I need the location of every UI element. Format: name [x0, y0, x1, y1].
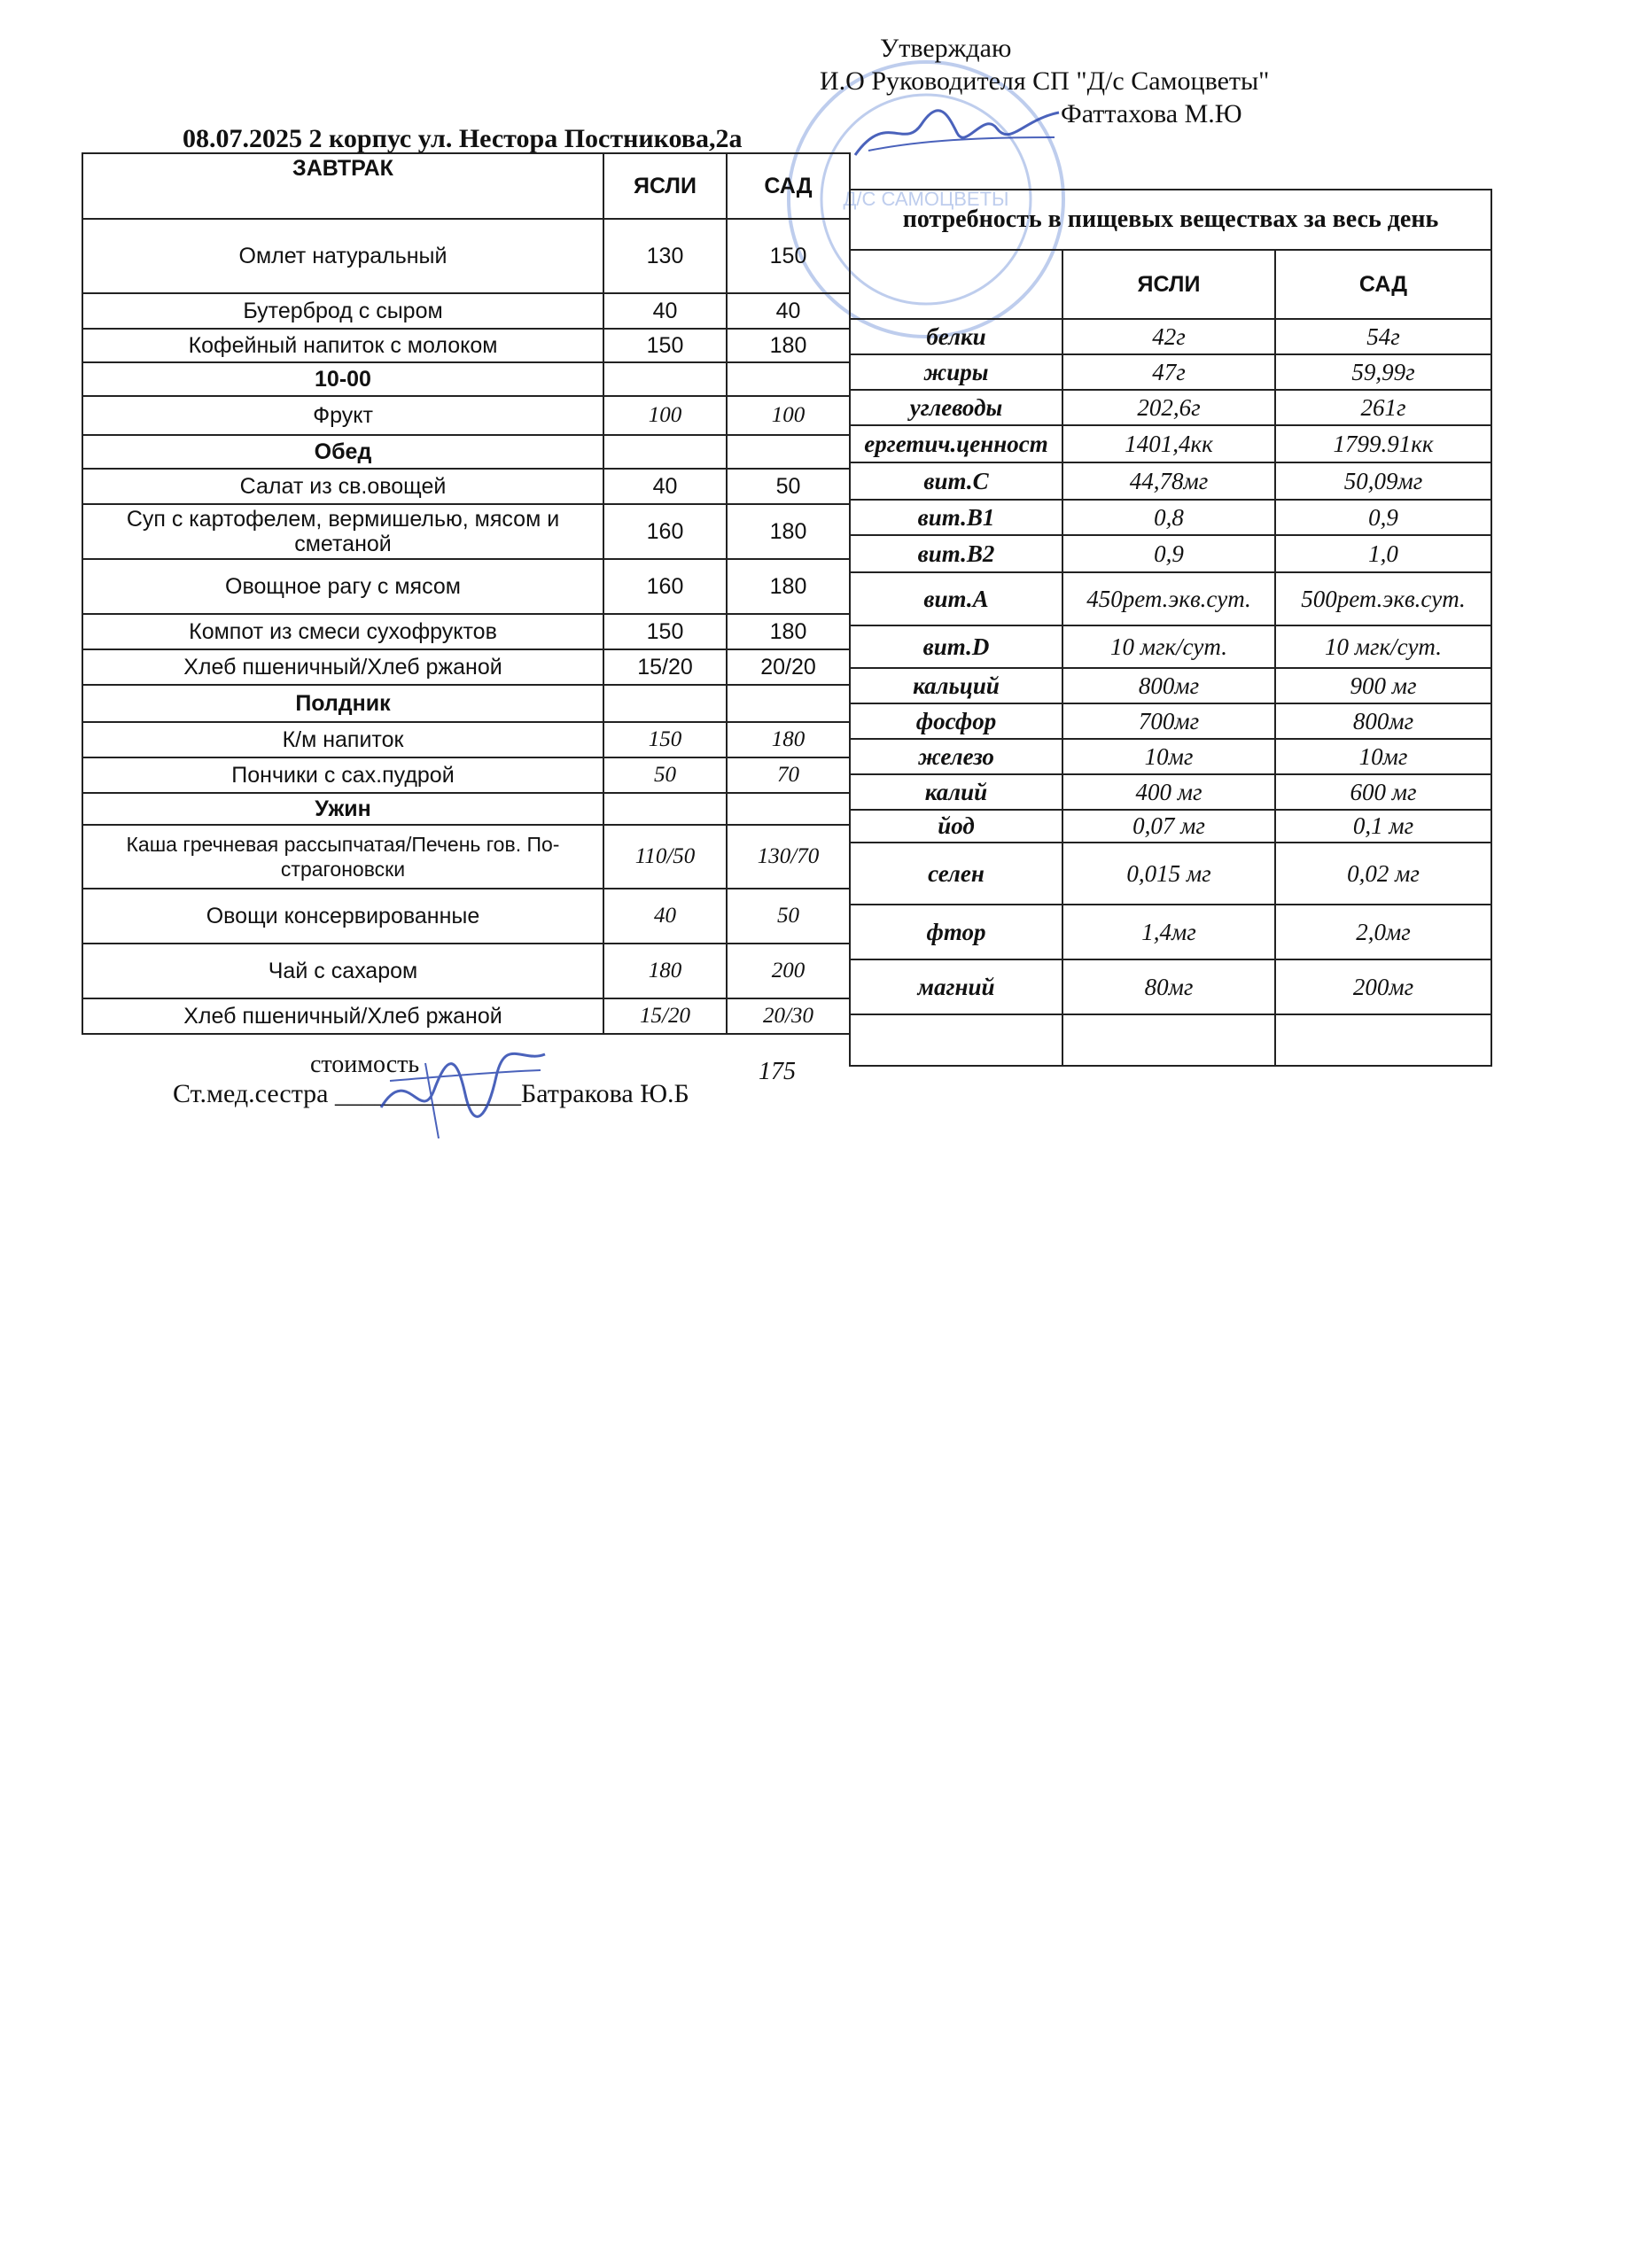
menu-item-name: Омлет натуральный	[82, 219, 603, 293]
nutrient-garden: 50,09мг	[1275, 462, 1491, 500]
menu-item-nursery	[603, 793, 727, 825]
table-row	[850, 905, 1491, 959]
nutrient-name: кальций	[850, 668, 1062, 703]
menu-item-nursery: 150	[603, 722, 727, 757]
nutrient-nursery: 800мг	[1062, 668, 1275, 703]
menu-item-garden: 40	[727, 293, 850, 329]
nutrition-header-nursery: ЯСЛИ	[1062, 250, 1275, 319]
stamp-text: Д/С САМОЦВЕТЫ	[843, 188, 1009, 210]
nutrient-garden	[1275, 1014, 1491, 1066]
table-row	[850, 572, 1491, 625]
menu-item-garden	[727, 793, 850, 825]
menu-item-nursery	[603, 362, 727, 396]
table-row	[82, 293, 850, 329]
table-row	[82, 944, 850, 998]
menu-item-nursery: 15/20	[603, 649, 727, 685]
table-row	[82, 649, 850, 685]
nutrient-garden: 200мг	[1275, 959, 1491, 1014]
table-row	[82, 889, 850, 944]
nutrient-garden: 2,0мг	[1275, 905, 1491, 959]
nutrient-name: йод	[850, 810, 1062, 843]
menu-item-name: Овощи консервированные	[82, 889, 603, 944]
nutrient-name: белки	[850, 319, 1062, 354]
table-row	[82, 329, 850, 362]
nurse-signature	[372, 1045, 549, 1143]
cost-value: 175	[759, 1058, 796, 1085]
menu-section-name: 10-00	[82, 362, 603, 396]
director-signature	[851, 102, 1063, 164]
nutrient-garden: 900 мг	[1275, 668, 1491, 703]
nutrition-table	[849, 189, 1492, 1067]
nutrient-nursery: 400 мг	[1062, 774, 1275, 810]
menu-item-name: Овощное рагу с мясом	[82, 559, 603, 614]
menu-item-nursery: 40	[603, 889, 727, 944]
nutrient-name: фтор	[850, 905, 1062, 959]
menu-item-nursery: 150	[603, 329, 727, 362]
nutrient-name	[850, 1014, 1062, 1066]
table-row	[850, 843, 1491, 905]
cost-label: стоимость	[310, 1051, 420, 1078]
menu-header-nursery: ЯСЛИ	[603, 153, 727, 219]
menu-item-garden: 200	[727, 944, 850, 998]
menu-item-garden	[727, 362, 850, 396]
menu-item-nursery: 160	[603, 504, 727, 559]
nutrient-nursery: 10мг	[1062, 739, 1275, 774]
menu-item-name: Салат из св.овощей	[82, 469, 603, 504]
menu-item-garden: 180	[727, 329, 850, 362]
nutrient-name: железо	[850, 739, 1062, 774]
menu-item-garden: 50	[727, 889, 850, 944]
nutrient-nursery: 10 мгк/сут.	[1062, 625, 1275, 668]
nutrient-nursery: 0,015 мг	[1062, 843, 1275, 905]
table-row	[82, 757, 850, 793]
table-row	[850, 354, 1491, 390]
nutrient-garden: 1799.91кк	[1275, 425, 1491, 462]
menu-item-nursery: 50	[603, 757, 727, 793]
menu-table	[82, 152, 851, 1035]
table-row	[850, 1014, 1491, 1066]
menu-item-garden: 180	[727, 614, 850, 649]
table-row	[850, 535, 1491, 572]
table-row	[82, 559, 850, 614]
menu-item-name: Фрукт	[82, 396, 603, 435]
nutrient-nursery: 0,8	[1062, 500, 1275, 535]
table-row	[82, 614, 850, 649]
menu-item-name: Компот из смеси сухофруктов	[82, 614, 603, 649]
table-row	[850, 390, 1491, 425]
table-row	[82, 793, 850, 825]
nutrition-header-garden: САД	[1275, 250, 1491, 319]
table-row	[82, 469, 850, 504]
nutrient-nursery	[1062, 1014, 1275, 1066]
menu-item-garden: 20/20	[727, 649, 850, 685]
nurse-name: Батракова Ю.Б	[521, 1079, 689, 1108]
menu-header-meal: ЗАВТРАК	[82, 153, 603, 219]
menu-item-garden: 180	[727, 559, 850, 614]
nutrient-nursery: 1401,4кк	[1062, 425, 1275, 462]
nutrient-name: вит.А	[850, 572, 1062, 625]
page-title: 08.07.2025 2 корпус ул. Нестора Постникова,2а	[183, 124, 743, 153]
table-row	[850, 319, 1491, 354]
menu-item-name: Хлеб пшеничный/Хлеб ржаной	[82, 649, 603, 685]
menu-item-garden	[727, 435, 850, 469]
menu-item-garden: 180	[727, 722, 850, 757]
menu-item-garden: 180	[727, 504, 850, 559]
menu-item-name: Суп с картофелем, вермишелью, мясом и сметаной	[82, 504, 603, 559]
menu-item-nursery: 110/50	[603, 825, 727, 889]
table-row	[82, 219, 850, 293]
table-row	[82, 362, 850, 396]
nutrient-garden: 0,9	[1275, 500, 1491, 535]
approval-line-1: Утверждаю	[880, 34, 1012, 63]
nutrient-nursery: 42г	[1062, 319, 1275, 354]
nutrient-nursery: 80мг	[1062, 959, 1275, 1014]
nutrient-garden: 10 мгк/сут.	[1275, 625, 1491, 668]
menu-item-name: Кофейный напиток с молоком	[82, 329, 603, 362]
nutrient-nursery: 47г	[1062, 354, 1275, 390]
nutrient-garden: 500рет.экв.сут.	[1275, 572, 1491, 625]
nutrient-name: магний	[850, 959, 1062, 1014]
menu-item-garden: 20/30	[727, 998, 850, 1034]
table-row	[850, 810, 1491, 843]
table-row	[850, 739, 1491, 774]
menu-item-nursery: 150	[603, 614, 727, 649]
table-row	[850, 425, 1491, 462]
nutrient-name: калий	[850, 774, 1062, 810]
nutrient-nursery: 700мг	[1062, 703, 1275, 739]
table-row	[82, 722, 850, 757]
menu-item-nursery: 160	[603, 559, 727, 614]
nurse-line: ______________	[335, 1079, 521, 1108]
table-row	[850, 462, 1491, 500]
nutrient-garden: 800мг	[1275, 703, 1491, 739]
nutrient-name: углеводы	[850, 390, 1062, 425]
table-row	[850, 625, 1491, 668]
menu-section-name: Обед	[82, 435, 603, 469]
nurse-label: Ст.мед.сестра	[173, 1079, 329, 1108]
table-row	[82, 435, 850, 469]
menu-section-name: Ужин	[82, 793, 603, 825]
nutrition-header-empty	[850, 250, 1062, 319]
table-row	[82, 396, 850, 435]
menu-item-nursery: 40	[603, 293, 727, 329]
menu-item-name: Пончики с сах.пудрой	[82, 757, 603, 793]
nutrient-name: ергетич.ценност	[850, 425, 1062, 462]
nutrient-garden: 10мг	[1275, 739, 1491, 774]
nutrient-garden: 600 мг	[1275, 774, 1491, 810]
table-row	[82, 825, 850, 889]
menu-item-nursery	[603, 685, 727, 722]
menu-item-name: Чай с сахаром	[82, 944, 603, 998]
table-row	[850, 703, 1491, 739]
nutrient-garden: 0,1 мг	[1275, 810, 1491, 843]
nutrient-nursery: 44,78мг	[1062, 462, 1275, 500]
table-row	[850, 774, 1491, 810]
menu-item-name: Бутерброд с сыром	[82, 293, 603, 329]
nutrient-nursery: 450рет.экв.сут.	[1062, 572, 1275, 625]
table-row	[82, 504, 850, 559]
nutrient-name: вит.С	[850, 462, 1062, 500]
nutrient-garden: 59,99г	[1275, 354, 1491, 390]
table-row	[850, 668, 1491, 703]
approval-line-2: И.О Руководителя СП "Д/с Самоцветы"	[820, 66, 1270, 96]
nutrient-name: вит.В2	[850, 535, 1062, 572]
table-row	[82, 998, 850, 1034]
menu-item-nursery: 100	[603, 396, 727, 435]
menu-item-garden: 130/70	[727, 825, 850, 889]
nutrient-nursery: 1,4мг	[1062, 905, 1275, 959]
nutrient-garden: 0,02 мг	[1275, 843, 1491, 905]
nutrient-name: фосфор	[850, 703, 1062, 739]
nutrient-nursery: 202,6г	[1062, 390, 1275, 425]
menu-item-garden	[727, 685, 850, 722]
menu-item-nursery: 15/20	[603, 998, 727, 1034]
menu-section-name: Полдник	[82, 685, 603, 722]
nutrient-name: вит.В1	[850, 500, 1062, 535]
menu-item-garden: 100	[727, 396, 850, 435]
menu-item-name: К/м напиток	[82, 722, 603, 757]
approval-line-3: Фаттахова М.Ю	[1061, 99, 1242, 128]
nutrition-title: потребность в пищевых веществах за весь день	[850, 190, 1491, 250]
menu-item-nursery	[603, 435, 727, 469]
table-row	[850, 959, 1491, 1014]
nutrient-garden: 54г	[1275, 319, 1491, 354]
nutrient-name: жиры	[850, 354, 1062, 390]
menu-item-nursery: 40	[603, 469, 727, 504]
nutrient-name: вит.D	[850, 625, 1062, 668]
nutrient-nursery: 0,9	[1062, 535, 1275, 572]
nutrient-name: селен	[850, 843, 1062, 905]
menu-header-garden: САД	[727, 153, 850, 219]
menu-item-nursery: 180	[603, 944, 727, 998]
nutrient-garden: 261г	[1275, 390, 1491, 425]
menu-item-garden: 70	[727, 757, 850, 793]
table-row	[82, 685, 850, 722]
menu-item-garden: 50	[727, 469, 850, 504]
nutrient-garden: 1,0	[1275, 535, 1491, 572]
menu-item-name: Каша гречневая рассыпчатая/Печень гов. По-страгоновски	[82, 825, 603, 889]
menu-item-name: Хлеб пшеничный/Хлеб ржаной	[82, 998, 603, 1034]
menu-item-garden: 150	[727, 219, 850, 293]
menu-item-nursery: 130	[603, 219, 727, 293]
table-row	[850, 500, 1491, 535]
nutrient-nursery: 0,07 мг	[1062, 810, 1275, 843]
